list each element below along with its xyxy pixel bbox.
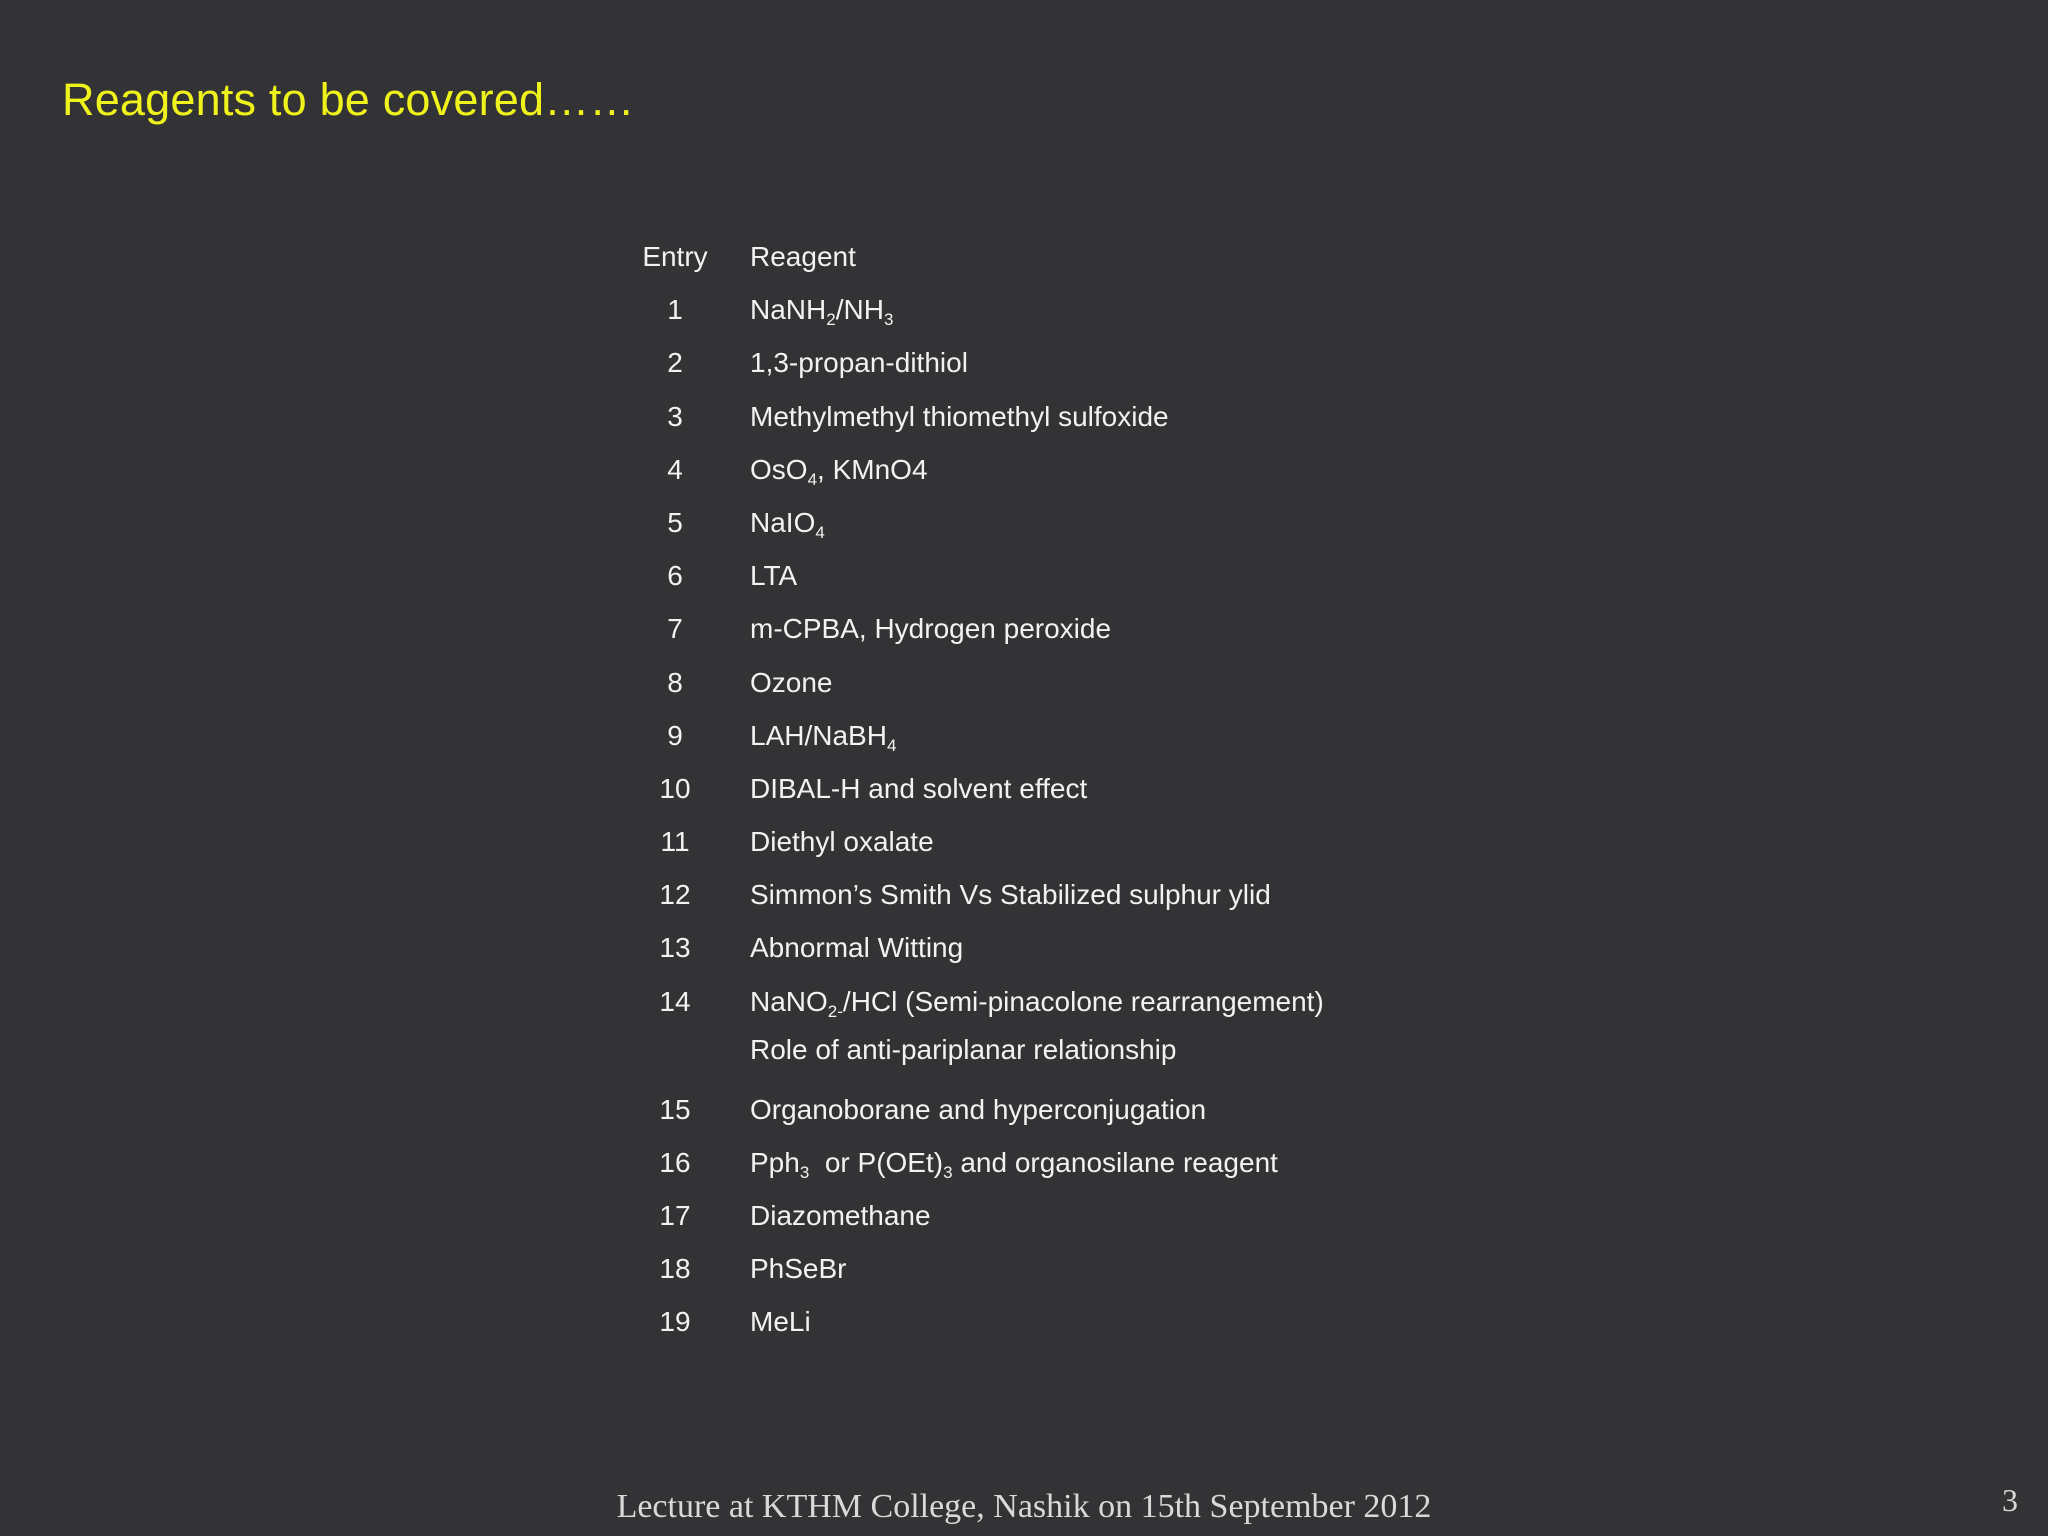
table-row <box>620 762 1420 815</box>
reagent-text: or P(OEt) <box>809 1146 944 1178</box>
reagent-note: Role of anti-pariplanar relationship <box>750 1033 1177 1065</box>
reagent-text: Abnormal Witting <box>750 932 964 964</box>
entry-number: 14 <box>659 985 691 1017</box>
reagent-text: PhSeBr <box>750 1253 847 1285</box>
entry-number: 12 <box>659 879 691 911</box>
reagent-text: and organosilane reagent <box>952 1146 1278 1178</box>
subscript: 2- <box>827 1001 843 1021</box>
subscript: 3 <box>883 310 894 330</box>
table-row <box>620 283 1420 336</box>
entry-number: 9 <box>667 719 683 751</box>
reagent-name <box>750 1242 847 1295</box>
table-row <box>620 443 1420 496</box>
table-row <box>620 1295 1420 1348</box>
table-row <box>620 921 1420 974</box>
header-reagent: Reagent <box>750 241 856 272</box>
table-row <box>620 709 1420 762</box>
entry-number: 4 <box>667 453 683 485</box>
reagent-text: OsO <box>750 453 808 485</box>
reagent-text: LAH/NaBH <box>750 719 887 751</box>
entry-number: 10 <box>659 772 691 804</box>
reagent-text: 1,3-propan-dithiol <box>750 347 968 379</box>
reagent-name <box>750 921 963 974</box>
reagent-text: /HCl (Semi-pinacolone rearrangement) <box>842 985 1324 1017</box>
entry-number: 8 <box>667 666 683 698</box>
reagent-name <box>750 1189 931 1242</box>
table-body <box>620 283 1420 1348</box>
reagent-name <box>750 1083 1206 1136</box>
reagent-name <box>750 549 797 602</box>
reagent-text: Diethyl oxalate <box>750 826 934 858</box>
reagent-name <box>750 443 928 496</box>
table-row <box>620 549 1420 602</box>
table-row <box>620 390 1420 443</box>
reagent-text: LTA <box>750 560 798 592</box>
reagent-text: DIBAL-H and solvent effect <box>750 772 1088 804</box>
reagent-text: Simmon’s Smith Vs Stabilized sulphur ylid <box>750 879 1271 911</box>
reagent-text: NaIO <box>750 506 816 538</box>
reagent-text: Organoborane and hyperconjugation <box>750 1093 1207 1125</box>
reagent-text: NaNO <box>750 985 828 1017</box>
entry-number: 13 <box>659 932 691 964</box>
subscript: 4 <box>886 735 897 755</box>
reagent-name <box>750 602 1111 655</box>
table-row <box>620 1242 1420 1295</box>
reagent-text: m-CPBA, Hydrogen peroxide <box>750 613 1112 645</box>
reagent-text: Ozone <box>750 666 833 698</box>
table-row <box>620 1136 1420 1189</box>
table-row <box>620 602 1420 655</box>
slide-title: Reagents to be covered…… <box>62 74 635 125</box>
entry-number: 1 <box>667 294 683 326</box>
subscript: 3 <box>943 1162 953 1182</box>
table-row <box>620 656 1420 709</box>
reagent-text: Methylmethyl thiomethyl sulfoxide <box>750 400 1169 432</box>
reagent-name <box>750 868 1271 921</box>
reagent-name <box>750 656 833 709</box>
page-number: 3 <box>2002 1482 2018 1518</box>
subscript: 4 <box>807 469 818 489</box>
reagent-text: Diazomethane <box>750 1200 931 1231</box>
subscript: 3 <box>799 1162 810 1182</box>
table-row <box>620 496 1420 549</box>
entry-number: 17 <box>659 1200 691 1231</box>
header-entry: Entry <box>642 241 708 272</box>
entry-number: 6 <box>667 560 683 592</box>
reagent-name <box>750 1136 1278 1189</box>
reagent-cell <box>750 975 1324 1072</box>
reagent-name <box>750 390 1169 443</box>
reagent-text: NaNH <box>750 294 827 326</box>
reagent-name <box>750 709 896 762</box>
reagent-name <box>750 762 1087 815</box>
reagent-name <box>750 496 825 549</box>
reagent-name <box>750 975 1324 1028</box>
entry-number: 11 <box>660 826 690 858</box>
table-row <box>620 1083 1420 1136</box>
entry-number: 19 <box>659 1306 691 1338</box>
entry-number: 3 <box>667 400 683 432</box>
table-header-row <box>620 230 1420 283</box>
table-row <box>620 975 1420 1083</box>
slide-footer: Lecture at KTHM College, Nashik on 15th September 2012 <box>616 1488 1432 1525</box>
table-row <box>620 868 1420 921</box>
reagent-name <box>750 815 934 868</box>
reagent-name <box>750 1295 811 1348</box>
subscript: 2 <box>826 310 836 330</box>
reagent-text: , KMnO4 <box>817 453 928 485</box>
entry-number: 16 <box>659 1146 691 1178</box>
reagent-name <box>750 283 893 336</box>
reagent-text: MeLi <box>750 1306 811 1338</box>
entry-number: 18 <box>659 1253 691 1285</box>
entry-number: 15 <box>659 1093 691 1125</box>
reagent-table <box>620 230 1420 1349</box>
reagent-name <box>750 336 968 389</box>
table-row <box>620 815 1420 868</box>
subscript: 4 <box>815 522 825 542</box>
table-row <box>620 1189 1420 1242</box>
reagent-text: /NH <box>835 294 884 326</box>
table-row <box>620 336 1420 389</box>
entry-number: 7 <box>667 613 683 645</box>
entry-number: 5 <box>667 506 683 538</box>
reagent-text: Pph <box>750 1146 800 1178</box>
entry-number: 2 <box>667 347 683 379</box>
